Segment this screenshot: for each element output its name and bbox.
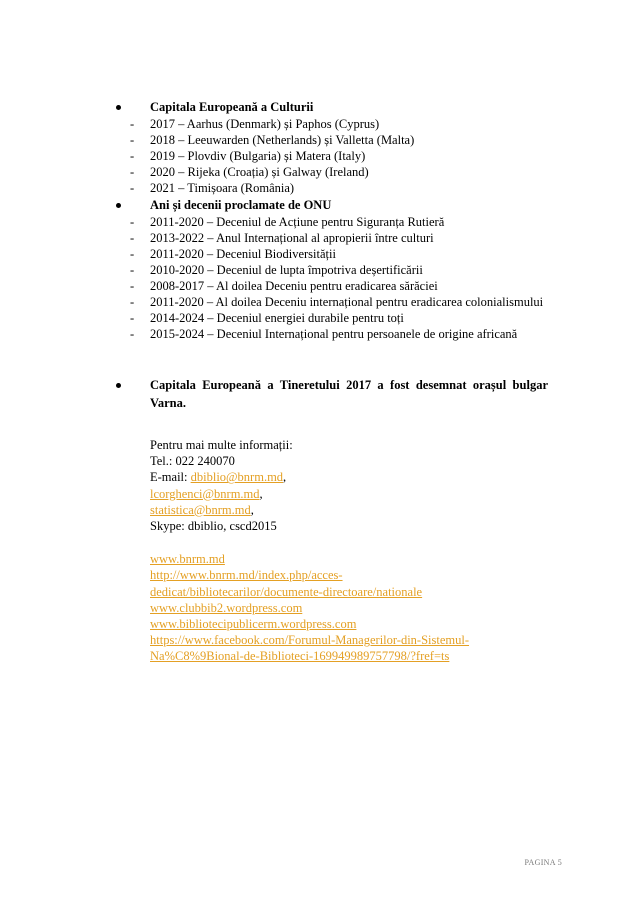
dash-list	[128, 214, 548, 342]
bullet-heading	[128, 98, 548, 116]
list-item-text: 2019 – Plovdiv (Bulgaria) și Matera (Italy)	[150, 149, 366, 163]
page-number: PAGINA 5	[524, 858, 562, 867]
list-item: - 2013-2022 – Anul Internațional al apropierii între culturi	[130, 231, 434, 245]
email-label: E-mail:	[150, 470, 191, 485]
dash-list	[128, 116, 548, 196]
bullet-icon	[116, 105, 121, 110]
email-link[interactable]: statistica@bnrm.md	[150, 502, 251, 517]
bullet-heading	[128, 196, 548, 214]
section-heading: Ani și decenii proclamate de ONU	[150, 198, 332, 212]
list-item-text: 2020 – Rijeka (Croația) și Galway (Ireland)	[150, 165, 369, 179]
website-link[interactable]: Na%C8%9Bional-de-Biblioteci-169949989757798/?fref=ts	[150, 649, 450, 664]
website-link[interactable]: dedicat/bibliotecarilor/documente-directoare/nationale	[150, 584, 423, 599]
list-item-text: 2008-2017 – Al doilea Deceniu pentru eradicarea sărăciei	[150, 279, 438, 293]
list-item-text: 2010-2020 – Deceniul de lupta împotriva deșertificării	[150, 263, 423, 277]
list-item-text: 2021 – Timișoara (România)	[150, 181, 295, 195]
list-item: - 2014-2024 – Deceniul energiei durabile pentru toți	[130, 311, 404, 325]
list-item-text: 2017 – Aarhus (Denmark) și Paphos (Cyprus)	[150, 117, 380, 131]
list-item: - 2018 – Leeuwarden (Netherlands) și Valletta (Malta)	[130, 133, 415, 147]
contact-intro: Pentru mai multe informații:	[150, 438, 293, 452]
list-item-text: 2011-2020 – Deceniul Biodiversității	[150, 247, 336, 261]
list-item: - 2011-2020 – Deceniul Biodiversității	[130, 247, 336, 261]
list-item: - 2015-2024 – Deceniul Internațional pentru persoanele de origine africană	[130, 327, 518, 341]
list-item-text: 2013-2022 – Anul Internațional al apropierii între culturi	[150, 231, 434, 245]
contact-phone: Tel.: 022 240070	[150, 454, 235, 469]
section-un-decades	[128, 196, 548, 342]
bullet-icon	[116, 383, 121, 388]
list-item-text: 2011-2020 – Deceniul de Acțiune pentru Siguranța Rutieră	[150, 215, 445, 229]
contact-email-line: E-mail: dbiblio@bnrm.md,	[150, 470, 287, 485]
website-link[interactable]: www.bnrm.md	[150, 552, 225, 567]
email-link[interactable]: dbiblio@bnrm.md	[190, 470, 284, 485]
list-item: - 2019 – Plovdiv (Bulgaria) și Matera (Italy)	[130, 149, 366, 163]
website-link[interactable]: www.clubbib2.wordpress.com	[150, 600, 303, 615]
email-link[interactable]: lcorghenci@bnrm.md	[150, 486, 260, 501]
website-link[interactable]: http://www.bnrm.md/index.php/acces-	[150, 568, 343, 583]
contact-email-line: statistica@bnrm.md,	[150, 502, 254, 517]
section-european-youth-capital	[128, 376, 548, 412]
list-item: - 2008-2017 – Al doilea Deceniu pentru eradicarea sărăciei	[130, 279, 438, 293]
list-item-text: 2015-2024 – Deceniul Internațional pentru persoanele de origine africană	[150, 327, 518, 341]
section-european-capital-culture	[128, 98, 548, 196]
list-item-text: 2018 – Leeuwarden (Netherlands) și Valletta (Malta)	[150, 133, 415, 147]
list-item: - 2011-2020 – Al doilea Deceniu internațional pentru eradicarea colonialismului	[130, 295, 544, 309]
list-item: - 2021 – Timișoara (România)	[130, 181, 295, 195]
list-item: - 2010-2020 – Deceniul de lupta împotriva deșertificării	[130, 263, 423, 277]
contact-skype: Skype: dbiblio, cscd2015	[150, 519, 277, 534]
contact-email-line: lcorghenci@bnrm.md,	[150, 486, 263, 501]
section-heading: Capitala Europeană a Culturii	[150, 100, 314, 114]
section-heading: Capitala Europeană a Tineretului 2017 a fost desemnat orașul bulgar Varna.	[150, 378, 548, 410]
list-item-text: 2011-2020 – Al doilea Deceniu internațional pentru eradicarea colonialismului	[150, 295, 544, 309]
list-item: - 2020 – Rijeka (Croația) și Galway (Ireland)	[130, 165, 369, 179]
website-link[interactable]: www.bibliotecipublicerm.wordpress.com	[150, 617, 357, 632]
bullet-heading	[128, 376, 548, 412]
website-link[interactable]: https://www.facebook.com/Forumul-Managerilor-din-Sistemul-	[150, 633, 470, 648]
list-item-text: 2014-2024 – Deceniul energiei durabile pentru toți	[150, 311, 404, 325]
contact-block	[150, 437, 530, 665]
list-item: - 2017 – Aarhus (Denmark) și Paphos (Cyprus)	[130, 117, 380, 131]
bullet-icon	[116, 203, 121, 208]
list-item: - 2011-2020 – Deceniul de Acțiune pentru Siguranța Rutieră	[130, 215, 445, 229]
